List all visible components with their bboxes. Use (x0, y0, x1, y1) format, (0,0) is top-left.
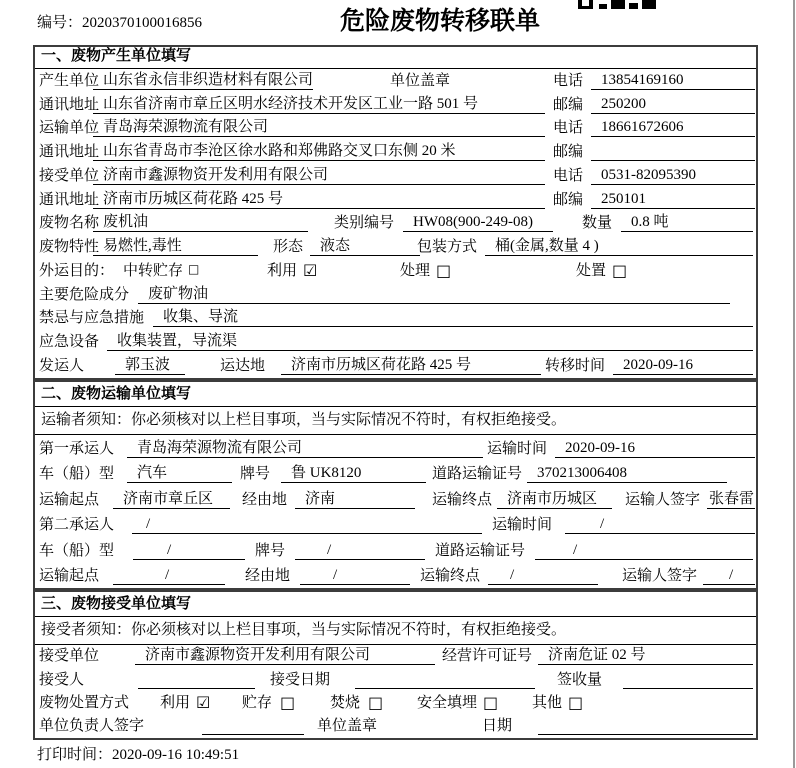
disposal-store-checkbox-icon: □ (280, 692, 296, 712)
transporter-phone-label: 电话 (553, 120, 584, 137)
row-generator-unit (35, 69, 756, 93)
receive-date-value (538, 715, 753, 735)
row-vehicle1 (35, 461, 756, 487)
acceptor-label: 接受人 (39, 671, 85, 688)
section-heading-text: 三、废物接受单位填写 (41, 596, 192, 612)
vehicle2-type-value: / (133, 540, 245, 560)
row-receiver-unit (35, 164, 756, 188)
page-edge-divider (793, 0, 795, 768)
purpose-treat-checkbox-icon: □ (436, 260, 452, 280)
purpose-label: 外运目的： (39, 262, 115, 279)
row-route1 (35, 486, 756, 512)
row-generator-address (35, 93, 756, 117)
row-responsible-sign (35, 715, 756, 738)
accept-unit-value: 济南市鑫源物资开发利用有限公司 (135, 645, 435, 665)
row-shipper (35, 354, 756, 378)
second-carrier-value: / (132, 514, 482, 534)
end1-value: 济南市历城区 (497, 489, 612, 509)
origin2-value: / (113, 565, 225, 585)
disposal-utilize-label: 利用 (160, 694, 191, 711)
carrier-sign1-value: 张春雷 (709, 490, 755, 507)
plate1-value: 鲁 UK8120 (281, 463, 426, 483)
transporter-zip-value (591, 141, 755, 161)
disposal-method-label: 废物处置方式 (39, 694, 130, 711)
receiver-notice-text: 接受者须知：你必须核对以上栏目事项，当与实际情况不符时，有权拒绝接受。 (41, 622, 567, 638)
row-emergency-equipment (35, 330, 756, 354)
section-receiver-heading (35, 592, 756, 617)
row-accept-unit (35, 645, 756, 668)
receiver-phone-label: 电话 (553, 167, 584, 184)
end2-label: 运输终点 (420, 568, 481, 584)
generator-unit-value: 山东省永信非织造材料有限公司 (93, 70, 313, 90)
serial-value: 2020370100016856 (82, 15, 203, 31)
plate1-label: 牌号 (240, 466, 271, 482)
transporter-phone-value: 18661672606 (591, 117, 755, 137)
purpose-dispose-checkbox-icon: □ (612, 260, 628, 280)
waste-name-label: 废物名称 (39, 215, 100, 232)
permit-number-value: 济南危证 02 号 (538, 645, 753, 665)
disposal-utilize-checkbox-icon: ☑ (196, 692, 211, 712)
disposal-landfill-checkbox-icon: □ (483, 692, 499, 712)
waste-form-label: 形态 (273, 239, 304, 256)
purpose-option-storage-label: 中转贮存 (123, 262, 184, 279)
receive-date-label: 日期 (482, 718, 513, 734)
emergency-equipment-label: 应急设备 (39, 334, 100, 351)
row-waste-name (35, 212, 756, 236)
row-disposal-method (35, 692, 756, 715)
signed-qty-value (623, 669, 753, 689)
generator-unit-label: 产生单位 (39, 72, 100, 89)
transfer-time-label: 转移时间 (545, 357, 606, 374)
plate2-label: 牌号 (255, 542, 286, 559)
shipper-label: 发运人 (39, 357, 85, 374)
print-time-value: 2020-09-16 10:49:51 (112, 747, 240, 763)
road-permit2-label: 道路运输证号 (435, 542, 526, 559)
acceptor-value (138, 669, 255, 689)
second-carrier-label: 第二承运人 (39, 517, 115, 533)
emergency-measures-value: 收集、导流 (153, 307, 753, 327)
receiver-zip-label: 邮编 (553, 191, 584, 208)
receiver-unit-label: 接受单位 (39, 167, 100, 184)
first-carrier-value: 青岛海荣源物流有限公司 (127, 438, 483, 458)
first-carrier-label: 第一承运人 (39, 440, 115, 457)
signed-qty-label: 签收量 (557, 671, 603, 688)
plate2-value: / (295, 540, 425, 560)
end2-value: / (488, 565, 598, 585)
generator-phone-label: 电话 (553, 72, 584, 89)
carrier-sign2-label: 运输人签字 (622, 568, 698, 584)
transporter-notice-text: 运输者须知：你必须核对以上栏目事项，当与实际情况不符时，有权拒绝接受。 (41, 412, 567, 428)
row-hazard-component (35, 283, 756, 307)
section-transporter (33, 380, 758, 590)
serial-label: 编号： (37, 15, 83, 31)
disposal-landfill-label: 安全填埋 (417, 694, 478, 711)
row-waste-character (35, 235, 756, 259)
transporter-address-label: 通讯地址 (39, 144, 100, 161)
receiver-unit-value: 济南市鑫源物资开发利用有限公司 (93, 165, 545, 185)
category-code-value: HW08(900-249-08) (403, 212, 553, 232)
row-vehicle2 (35, 537, 756, 563)
transporter-address-value: 山东省青岛市李沧区徐水路和郑佛路交叉口东侧 20 米 (93, 141, 545, 161)
purpose-storage-checkbox-icon: □ (188, 261, 200, 276)
destination-label: 运达地 (220, 357, 266, 374)
vehicle2-type-label: 车（船）型 (39, 542, 115, 559)
transporter-unit-label: 运输单位 (39, 120, 100, 137)
hazard-component-value: 废矿物油 (138, 284, 730, 304)
receiver-seal-label: 单位盖章 (317, 718, 378, 734)
road-permit2-value: / (535, 540, 753, 560)
qr-code-fragment-icon (578, 0, 656, 9)
accept-date-value (355, 669, 535, 689)
origin1-label: 运输起点 (39, 491, 100, 508)
row-second-carrier (35, 512, 756, 538)
accept-date-label: 接受日期 (270, 671, 331, 688)
page-title: 危险废物转移联单 (339, 8, 540, 35)
purpose-option-treat-label: 处理 (400, 262, 431, 279)
disposal-incinerate-checkbox-icon: □ (368, 692, 384, 712)
purpose-option-utilize-label: 利用 (267, 262, 298, 279)
purpose-option-dispose-label: 处置 (576, 262, 607, 279)
disposal-store-label: 贮存 (242, 694, 273, 711)
via2-label: 经由地 (245, 568, 291, 584)
generator-zip-value: 250200 (591, 94, 755, 114)
via2-value: / (300, 565, 410, 585)
section-generator (33, 45, 758, 380)
accept-unit-label: 接受单位 (39, 648, 100, 665)
generator-zip-label: 邮编 (553, 96, 584, 113)
receiver-address-label: 通讯地址 (39, 191, 100, 208)
via1-value: 济南 (295, 489, 415, 509)
origin1-value: 济南市章丘区 (113, 489, 230, 509)
packaging-label: 包装方式 (417, 239, 478, 256)
purpose-utilize-checkbox-icon: ☑ (303, 260, 318, 280)
waste-character-label: 废物特性 (39, 239, 100, 256)
transport-time2-value: / (565, 514, 755, 534)
unit-seal-label: 单位盖章 (390, 72, 451, 89)
waste-name-value: 废机油 (93, 212, 308, 232)
section-heading-text: 一、废物产生单位填写 (41, 48, 192, 64)
waste-form-value: 液态 (310, 236, 420, 256)
via1-label: 经由地 (242, 491, 288, 508)
section-generator-heading (35, 47, 756, 69)
row-emergency-measures (35, 307, 756, 331)
hazard-component-label: 主要危险成分 (39, 286, 130, 303)
carrier-sign1-label: 运输人签字 (625, 491, 701, 508)
generator-phone-value: 13854169160 (591, 70, 755, 90)
emergency-equipment-value: 收集装置，导流渠 (107, 331, 753, 351)
print-time (37, 743, 239, 764)
receiver-phone-value: 0531-82095390 (591, 165, 755, 185)
receiver-zip-value: 250101 (591, 189, 755, 209)
disposal-other-checkbox-icon: □ (568, 692, 584, 712)
quantity-label: 数量 (582, 215, 613, 232)
vehicle1-type-value: 汽车 (127, 463, 232, 483)
row-receiver-address (35, 188, 756, 212)
section-transporter-heading (35, 382, 756, 407)
disposal-incinerate-label: 焚烧 (330, 694, 361, 711)
row-transfer-purpose (35, 259, 756, 283)
road-permit1-label: 道路运输证号 (432, 466, 523, 482)
row-transporter-unit (35, 117, 756, 141)
category-code-label: 类别编号 (334, 215, 395, 232)
responsible-sign-label: 单位负责人签字 (39, 718, 145, 734)
receiver-address-value: 济南市历城区荷花路 425 号 (93, 189, 545, 209)
generator-address-label: 通讯地址 (39, 96, 100, 113)
origin2-label: 运输起点 (39, 568, 100, 584)
carrier-sign2-value: / (703, 565, 755, 585)
transporter-unit-value: 青岛海荣源物流有限公司 (93, 117, 545, 137)
emergency-measures-label: 禁忌与应急措施 (39, 310, 145, 327)
transport-time1-label: 运输时间 (487, 440, 548, 457)
destination-value: 济南市历城区荷花路 425 号 (281, 355, 541, 375)
receiver-notice (35, 617, 756, 645)
permit-number-label: 经营许可证号 (442, 648, 533, 665)
transport-time1-value: 2020-09-16 (555, 438, 755, 458)
transporter-zip-label: 邮编 (553, 144, 584, 161)
row-first-carrier (35, 435, 756, 461)
print-time-label: 打印时间： (37, 747, 113, 763)
road-permit1-value: 370213006408 (527, 463, 727, 483)
section-heading-text: 二、废物运输单位填写 (41, 386, 192, 402)
transport-time2-label: 运输时间 (492, 517, 553, 533)
transporter-notice (35, 407, 756, 435)
waste-character-value: 易燃性,毒性 (93, 236, 258, 256)
packaging-value: 桶(金属,数量 4 ) (485, 236, 753, 256)
quantity-value: 0.8 吨 (621, 212, 753, 232)
responsible-sign-value (202, 715, 304, 735)
row-acceptor (35, 668, 756, 691)
section-receiver (33, 590, 758, 740)
shipper-value: 郭玉波 (115, 355, 185, 375)
serial-number (37, 11, 202, 32)
transfer-time-value: 2020-09-16 (613, 355, 753, 375)
row-transporter-address (35, 140, 756, 164)
row-route2 (35, 563, 756, 589)
generator-address-value: 山东省济南市章丘区明水经济技术开发区工业一路 501 号 (93, 94, 545, 114)
end1-label: 运输终点 (432, 491, 493, 508)
disposal-other-label: 其他 (532, 694, 563, 711)
vehicle1-type-label: 车（船）型 (39, 466, 115, 482)
